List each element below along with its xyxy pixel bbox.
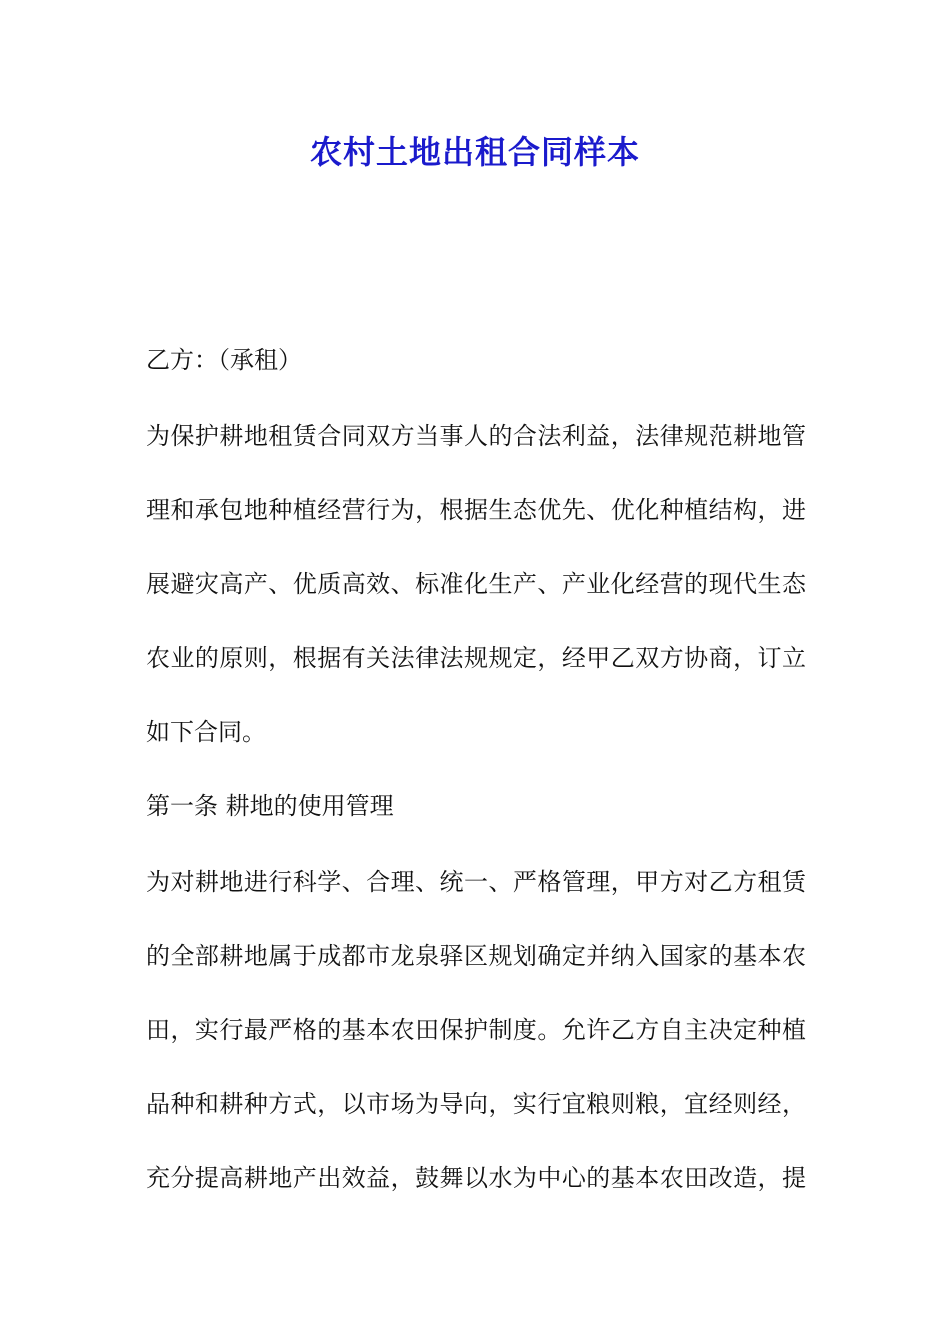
paragraph-line: 为保护耕地租赁合同双方当事人的合法利益，法律规范耕地管	[146, 422, 806, 450]
document-title: 农村土地出租合同样本	[309, 133, 640, 171]
article-heading: 第一条 耕地的使用管理	[146, 792, 394, 820]
paragraph-line: 品种和耕种方式，以市场为导向，实行宜粮则粮，宜经则经，	[146, 1090, 806, 1118]
paragraph-line: 的全部耕地属于成都市龙泉驿区规划确定并纳入国家的基本农	[146, 942, 806, 970]
paragraph-line: 农业的原则，根据有关法律法规规定，经甲乙双方协商，订立	[146, 644, 806, 672]
paragraph-line: 展避灾高产、优质高效、标准化生产、产业化经营的现代生态	[146, 570, 806, 598]
paragraph-line: 理和承包地种植经营行为，根据生态优先、优化种植结构，进	[146, 496, 806, 524]
paragraph-line: 田，实行最严格的基本农田保护制度。允许乙方自主决定种植	[146, 1016, 806, 1044]
party-b-line: 乙方：（承租）	[146, 346, 302, 374]
paragraph-line: 充分提高耕地产出效益，鼓舞以水为中心的基本农田改造，提	[146, 1164, 806, 1192]
paragraph-line: 如下合同。	[146, 718, 266, 746]
paragraph-line: 为对耕地进行科学、合理、统一、严格管理，甲方对乙方租赁	[146, 868, 806, 896]
